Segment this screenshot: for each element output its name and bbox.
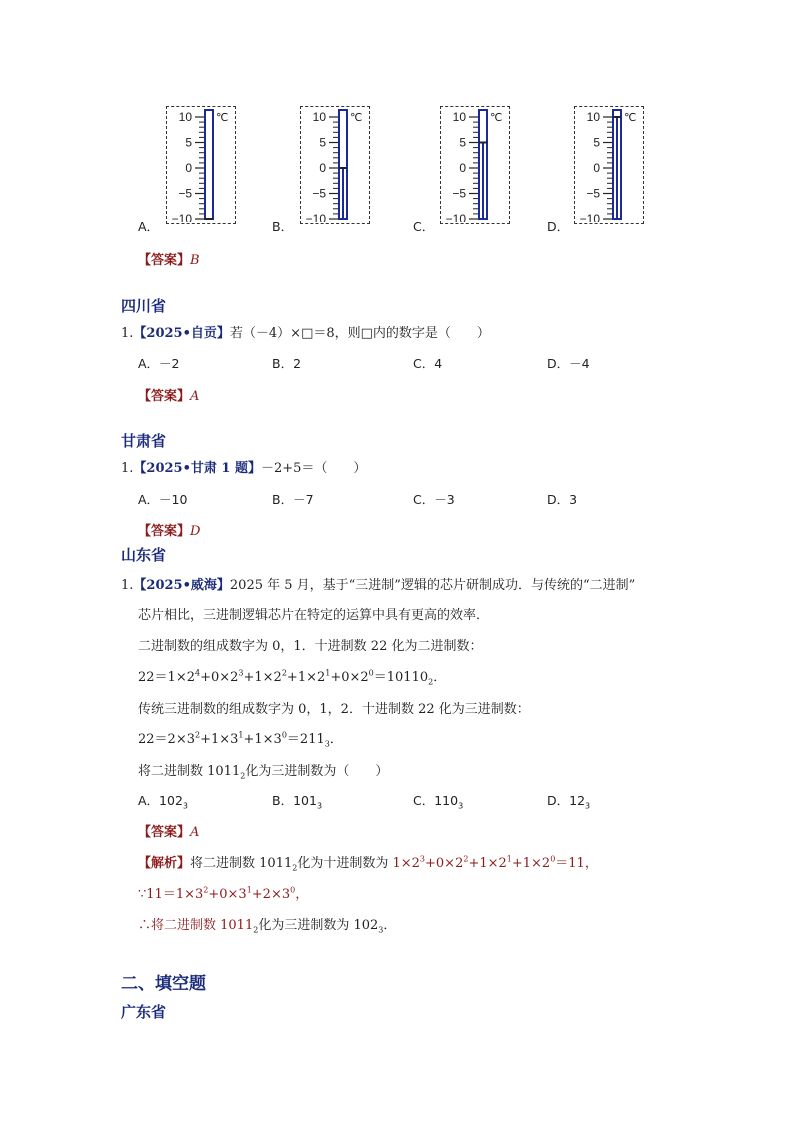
- thermometer: [166, 106, 236, 224]
- option-d: D．$12_3$: [547, 793, 591, 811]
- answer-line: 【答案】A: [138, 825, 200, 840]
- option-b: B．－7: [272, 492, 314, 507]
- thermometer-graphic: [167, 107, 234, 222]
- tick-label: 10: [178, 110, 192, 124]
- option-a: A．－10: [138, 492, 188, 507]
- thermometer-graphic: [575, 107, 642, 222]
- unit-label: ℃: [350, 111, 363, 124]
- answer-tag: 【答案】: [138, 253, 191, 268]
- thermometer-option-label: B．: [272, 219, 294, 234]
- option-d: D．－4: [547, 356, 590, 371]
- thermometer-option-label: C．: [413, 219, 435, 234]
- formula: $22=2\times 3^2+1\times 3^1+1\times 3^0=211_3$．: [138, 730, 343, 749]
- tick-label: −10: [171, 212, 192, 222]
- tick-label: −5: [312, 186, 326, 201]
- option-c: C．－3: [413, 492, 455, 507]
- thermometer: [440, 106, 510, 224]
- thermometer-option-label: A．: [138, 219, 160, 234]
- part-title: 二、填空题: [121, 974, 206, 994]
- tick-label: 5: [319, 135, 326, 150]
- thermometer: [300, 106, 370, 224]
- unit-label: ℃: [216, 111, 229, 124]
- tick-label: 0: [593, 161, 600, 175]
- option-c: C．$110_3$: [413, 793, 464, 811]
- tick-label: 5: [593, 135, 600, 150]
- tick-label: −5: [452, 186, 466, 201]
- tick-label: 10: [452, 110, 466, 124]
- tick-label: 0: [459, 161, 466, 175]
- tick-label: 0: [319, 161, 326, 175]
- thermometer-graphic: [441, 107, 508, 222]
- answer-line: [138, 249, 200, 268]
- question-text: 芯片相比，三进制逻辑芯片在特定的运算中具有更高的效率．: [138, 608, 490, 623]
- tick-label: 10: [312, 110, 326, 124]
- formula: $22=1\times 2^4+0\times 2^3+1\times 2^2+1\times 2^1+0\times 2^0=10110_2$．: [138, 668, 447, 687]
- analysis-line: ∴将二进制数 $1011_2$化为三进制数为 $102_3$．: [138, 918, 397, 935]
- tick-label: −5: [178, 186, 192, 201]
- answer-line: 【答案】D: [138, 524, 201, 539]
- option-d: D．3: [547, 492, 578, 507]
- question-stem: 1.【2025•自贡】若（－4）×□＝8，则□内的数字是（ ）: [121, 326, 490, 341]
- tick-label: −10: [305, 212, 326, 222]
- question-text: 将二进制数 $1011_2$化为三进制数为（ ）: [138, 764, 389, 781]
- option-a: A．$102_3$: [138, 793, 189, 811]
- tick-label: 10: [586, 110, 600, 124]
- tick-label: 5: [459, 135, 466, 150]
- analysis-line: 【解析】将二进制数 $1011_2$化为十进制数为 $1\times 2^3+0\times 2^2+1\times 2^1+1\times 2^0=11$，: [138, 854, 598, 873]
- section-title: 甘肃省: [121, 432, 167, 450]
- unit-label: ℃: [490, 111, 503, 124]
- question-stem: 1.【2025•甘肃 1 题】－2+5＝（ ）: [121, 461, 367, 476]
- tick-label: −10: [445, 212, 466, 222]
- section-title: 四川省: [121, 297, 167, 315]
- option-a: A．－2: [138, 356, 180, 371]
- tick-label: −5: [586, 186, 600, 201]
- analysis-line: $\because 11=1\times 3^2+0\times 3^1+2\times 3^0$，: [138, 885, 309, 902]
- question-source: 【2025•自贡】: [133, 326, 230, 341]
- section-title: 山东省: [121, 546, 167, 564]
- tick-label: 5: [185, 135, 192, 150]
- section-title: 广东省: [121, 1003, 167, 1021]
- question-stem: 1.【2025•威海】2025 年 5 月，基于“三进制”逻辑的芯片研制成功．与传统的“二进制”: [121, 578, 636, 593]
- option-b: B．$101_3$: [272, 793, 323, 811]
- thermometer-graphic: [301, 107, 368, 222]
- answer-line: 【答案】A: [138, 389, 200, 404]
- tick-label: −10: [579, 212, 600, 222]
- thermometer-option-label: D．: [547, 219, 570, 234]
- question-text: 传统三进制数的组成数字为 0，1，2．十进制数 22 化为三进制数：: [138, 702, 530, 717]
- thermometer: [574, 106, 644, 224]
- tick-label: 0: [185, 161, 192, 175]
- thermometer-tube: [205, 110, 213, 219]
- option-b: B．2: [272, 356, 302, 371]
- unit-label: ℃: [624, 111, 637, 124]
- question-text: 二进制数的组成数字为 0，1．十进制数 22 化为二进制数：: [138, 639, 483, 654]
- answer-value: B: [190, 253, 200, 268]
- option-c: C．4: [413, 356, 443, 371]
